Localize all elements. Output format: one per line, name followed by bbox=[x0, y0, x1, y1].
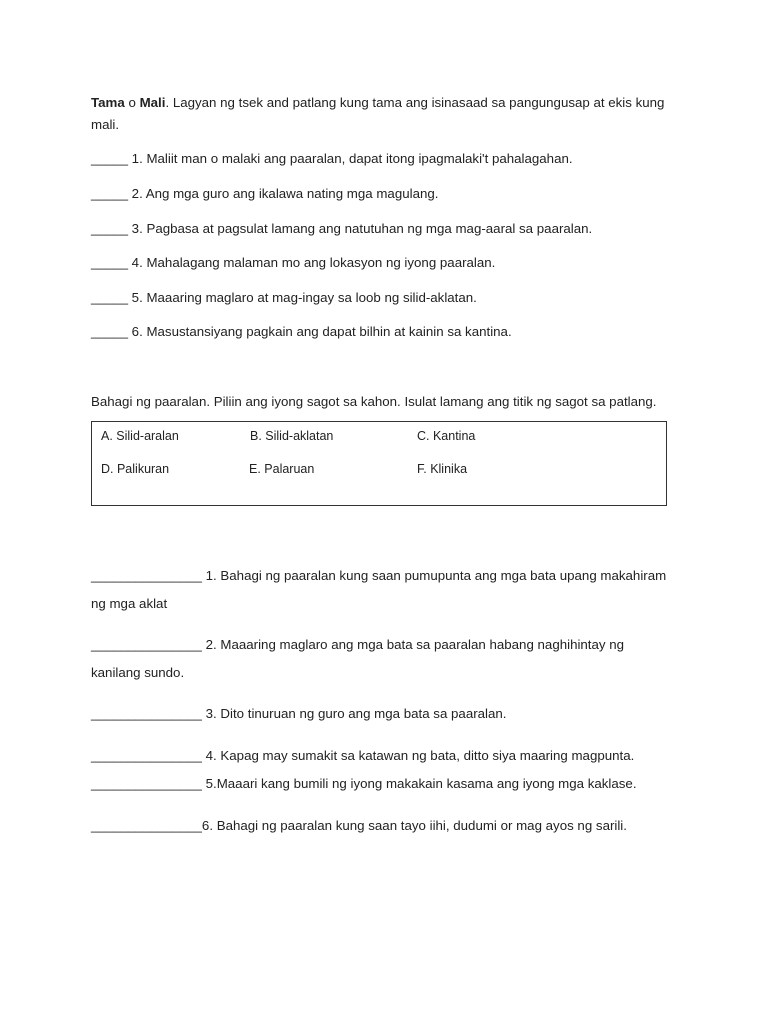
item-text: 2. Ang mga guro ang ikalawa nating mga magulang. bbox=[127, 186, 439, 201]
part2-item-4: _______________ 4. Kapag may sumakit sa katawan ng bata, ditto siya maaring magpunta. bbox=[91, 748, 635, 763]
item-text: 3. Pagbasa at pagsulat lamang ang natutuhan ng mga mag-aaral sa paaralan. bbox=[127, 221, 593, 236]
answer-blank[interactable]: _____ bbox=[91, 324, 128, 339]
mali-label: Mali bbox=[139, 95, 166, 110]
item-text: 6. Masustansiyang pagkain ang dapat bilhin at kainin sa kantina. bbox=[127, 324, 512, 339]
choice-c: C. Kantina bbox=[417, 429, 476, 443]
tama-label: Tama bbox=[91, 95, 125, 110]
part1-item-4 bbox=[91, 252, 495, 274]
part2-instructions: Bahagi ng paaralan. Piliin ang iyong sagot sa kahon. Isulat lamang ang titik ng sagot sa patlang. bbox=[91, 394, 657, 409]
part2-item-3: _______________ 3. Dito tinuruan ng guro ang mga bata sa paaralan. bbox=[91, 706, 507, 721]
part2-item-6: _______________6. Bahagi ng paaralan kung saan tayo iihi, dudumi or mag ayos ng sarili. bbox=[91, 818, 627, 833]
choice-a: A. Silid-aralan bbox=[101, 429, 179, 443]
part1-instructions bbox=[91, 92, 683, 136]
part1-item-3 bbox=[91, 218, 592, 240]
answer-blank[interactable]: _____ bbox=[91, 290, 128, 305]
part1-instructions-text: . Lagyan ng tsek and patlang kung tama ang isinasaad sa pangungusap at ekis kung mali. bbox=[91, 95, 665, 132]
item-text: 5. Maaaring maglaro at mag-ingay sa loob ng silid-aklatan. bbox=[127, 290, 477, 305]
part1-item-1 bbox=[91, 148, 573, 170]
choice-b: B. Silid-aklatan bbox=[250, 429, 334, 443]
answer-blank[interactable]: _____ bbox=[91, 151, 128, 166]
choice-d: D. Palikuran bbox=[101, 462, 170, 476]
part2-item-1-line1: _______________ 1. Bahagi ng paaralan kung saan pumupunta ang mga bata upang makahiram bbox=[91, 568, 667, 583]
choices-box bbox=[91, 421, 667, 506]
choice-f: F. Klinika bbox=[417, 462, 468, 476]
part1-item-5 bbox=[91, 287, 477, 309]
part2-item-2-line1: _______________ 2. Maaaring maglaro ang mga bata sa paaralan habang naghihintay ng bbox=[91, 637, 625, 652]
item-text: 1. Maliit man o malaki ang paaralan, dapat itong ipagmalaki't pahalagahan. bbox=[127, 151, 573, 166]
part1-item-2 bbox=[91, 183, 438, 205]
item-text: 4. Mahalagang malaman mo ang lokasyon ng iyong paaralan. bbox=[127, 255, 496, 270]
answer-blank[interactable]: _____ bbox=[91, 255, 128, 270]
part2-item-2-line2: kanilang sundo. bbox=[91, 665, 185, 680]
part1-item-6 bbox=[91, 321, 512, 343]
choice-e: E. Palaruan bbox=[249, 462, 315, 476]
part2-item-1-line2: ng mga aklat bbox=[91, 596, 168, 611]
answer-blank[interactable]: _____ bbox=[91, 186, 128, 201]
part2-item-5: _______________ 5.Maaari kang bumili ng iyong makakain kasama ang iyong mga kaklase. bbox=[91, 776, 637, 791]
answer-blank[interactable]: _____ bbox=[91, 221, 128, 236]
o-label: o bbox=[128, 95, 136, 110]
